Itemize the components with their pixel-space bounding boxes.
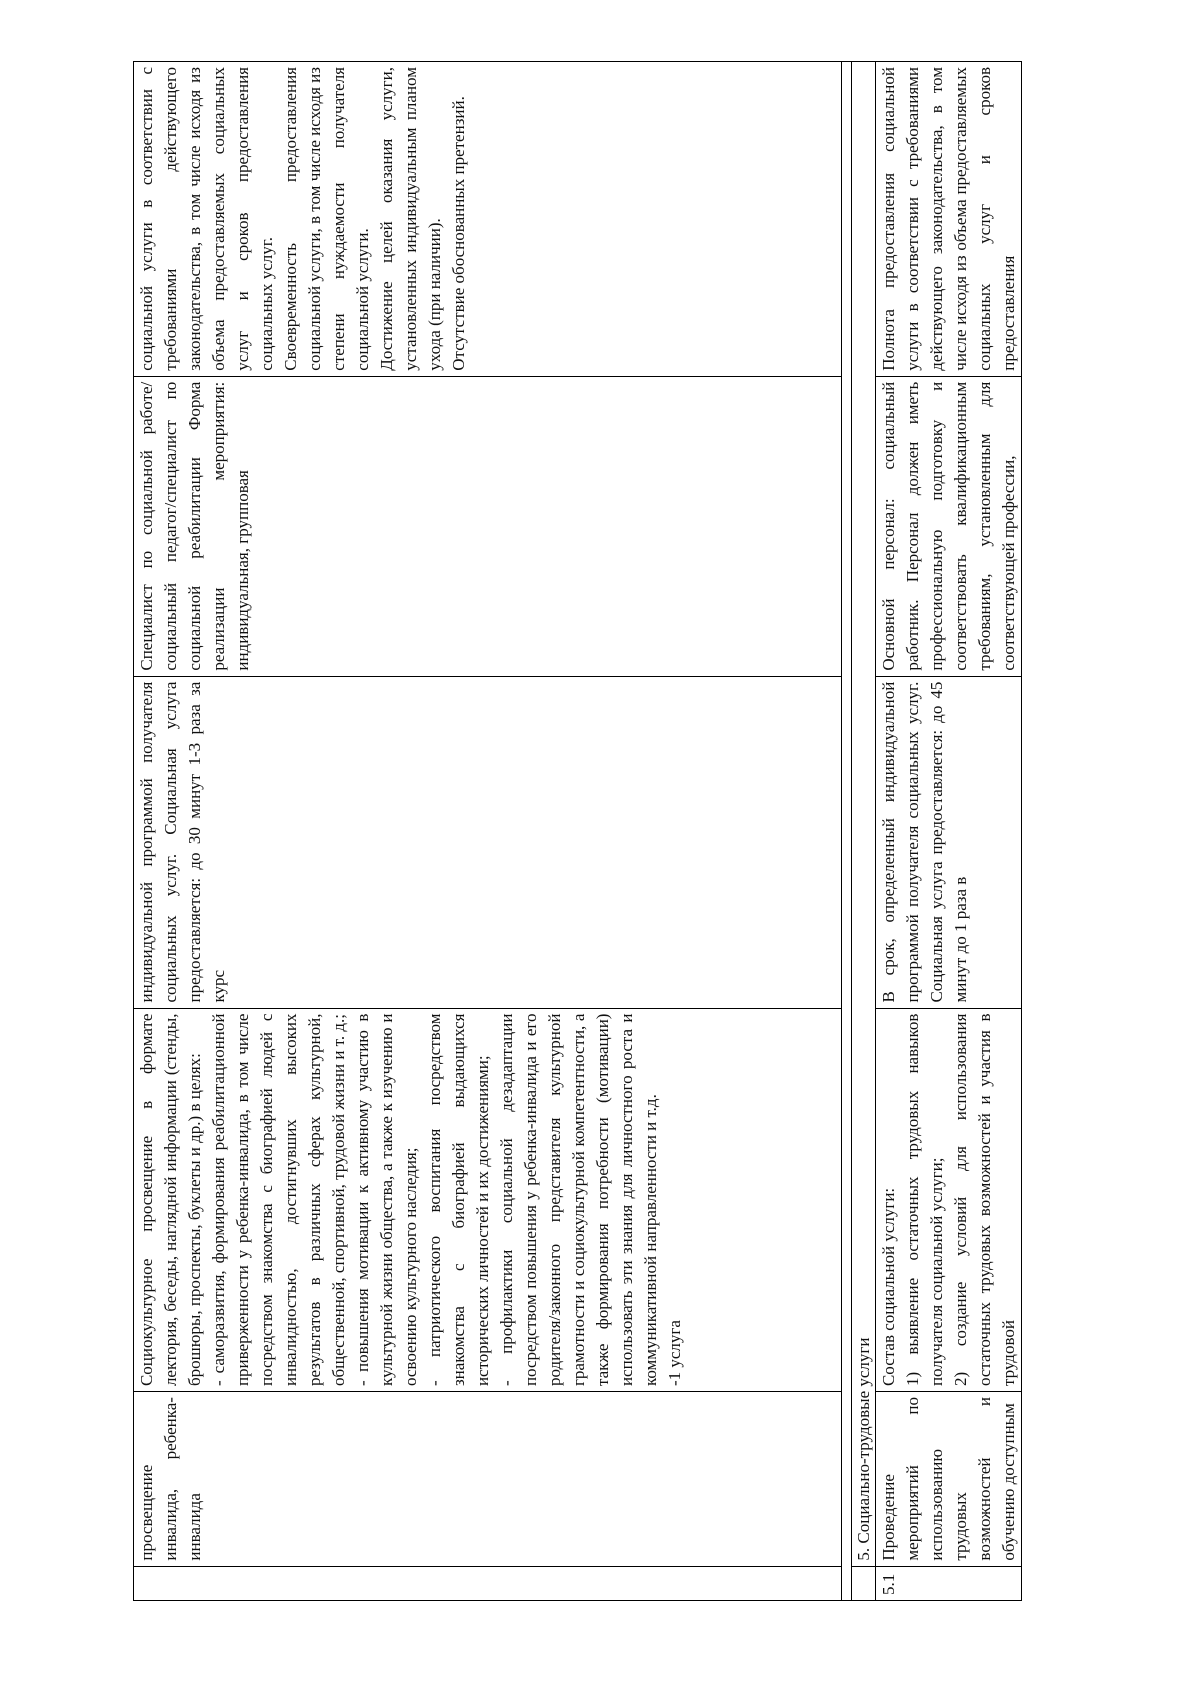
- description-paragraph: - профилактики социальной дезадаптации посредством повышения у ребенка-инвалида и его родителя/законного представителя культурной грамотности и социокультурной компетентности, а также формирования потребности (мотивации) использовать эти знания для личностного роста и коммуникативной направленности и т.д.: [497, 1013, 660, 1387]
- services-table: [133, 61, 1022, 1601]
- quality-paragraph: Своевременность предоставления социальной услуги, в том числе исходя из степени нуждаемости получателя социальной услуги.: [281, 67, 372, 371]
- rotated-document-page: [133, 61, 1018, 1601]
- service-name-cell: просвещение инвалида, ребенка-инвалида: [134, 1392, 842, 1567]
- quality-criteria-cell: [134, 62, 842, 377]
- quality-paragraph: Достижение целей оказания услуги, установленных индивидуальным планом ухода (при наличии).: [377, 67, 444, 371]
- section-heading-row: [852, 62, 876, 1601]
- service-name-cell: Проведение мероприятий по использованию трудовых возможностей и обучению доступным: [876, 1392, 1022, 1567]
- description-paragraph: Состав социальной услуги:: [879, 1187, 898, 1387]
- section-number-cell: [852, 1566, 876, 1600]
- staff-cell: Основной персонал: социальный работник. Персонал должен иметь профессиональную подготовку и соответствовать квалификационным требованиям, установленным для соответствующей профессии,: [876, 376, 1022, 676]
- table-row-upper: [134, 62, 842, 1601]
- row-number-cell: [134, 1566, 842, 1600]
- description-paragraph: 2) создание условий для использования остаточных трудовых возможностей и участия в трудовой: [951, 1013, 1018, 1387]
- gap-cell: [842, 62, 852, 1601]
- staff-cell: Специалист по социальной работе/социальный педагог/специалист по социальной реабилитации Форма реализации мероприятия: индивидуальная, групповая: [134, 376, 842, 676]
- service-description-cell: [134, 1008, 842, 1392]
- service-description-cell: [876, 1008, 1022, 1392]
- description-paragraph: -1 услуга: [665, 1320, 684, 1387]
- description-paragraph: - повышения мотивации к активному участию в культурной жизни общества, а также к изучению и освоению культурного наследия;: [353, 1013, 420, 1387]
- row-number-cell: 5.1: [876, 1566, 1022, 1600]
- timing-cell: В срок, определенный индивидуальной программой получателя социальных услуг. Социальная услуга предоставляется: до 45 минут до 1 раза в: [876, 676, 1022, 1008]
- table-row-lower: [876, 62, 1022, 1601]
- section-title: 5. Социально-трудовые услуги: [852, 62, 876, 1567]
- description-paragraph: 1) выявление остаточных трудовых навыков получателя социальной услуги;: [903, 1013, 946, 1387]
- timing-cell: индивидуальной программой получателя социальных услуг. Социальная услуга предоставляется: до 30 минут 1-3 раза за курс: [134, 676, 842, 1008]
- quality-paragraph: Отсутствие обоснованных претензий.: [449, 96, 468, 371]
- quality-criteria-cell: [876, 62, 1022, 377]
- description-paragraph: Социокультурное просвещение в формате лектория, беседы, наглядной информации (стенды, брошюры, проспекты, буклеты и др.) в целях:: [137, 1013, 204, 1387]
- table-gap-row: [842, 62, 852, 1601]
- description-paragraph: - саморазвития, формирования реабилитационной приверженности у ребенка-инвалида, в том числе посредством знакомства с биографией людей с инвалидностью, достигнувших высоких результатов в различных сферах культурной, общественной, спортивной, трудовой жизни и т. д.;: [209, 1013, 348, 1387]
- description-paragraph: - патриотического воспитания посредством знакомства с биографией выдающихся исторических личностей и их достижениями;: [425, 1013, 492, 1387]
- quality-paragraph: социальной услуги в соответствии с требованиями действующего законодательства, в том числе исходя из объема предоставляемых социальных услуг и сроков предоставления социальных услуг.: [137, 67, 276, 371]
- quality-paragraph: Полнота предоставления социальной услуги в соответствии с требованиями действующего законодательства, в том числе исходя из объема предоставляемых социальных услуг и сроков предоставления: [879, 67, 1018, 371]
